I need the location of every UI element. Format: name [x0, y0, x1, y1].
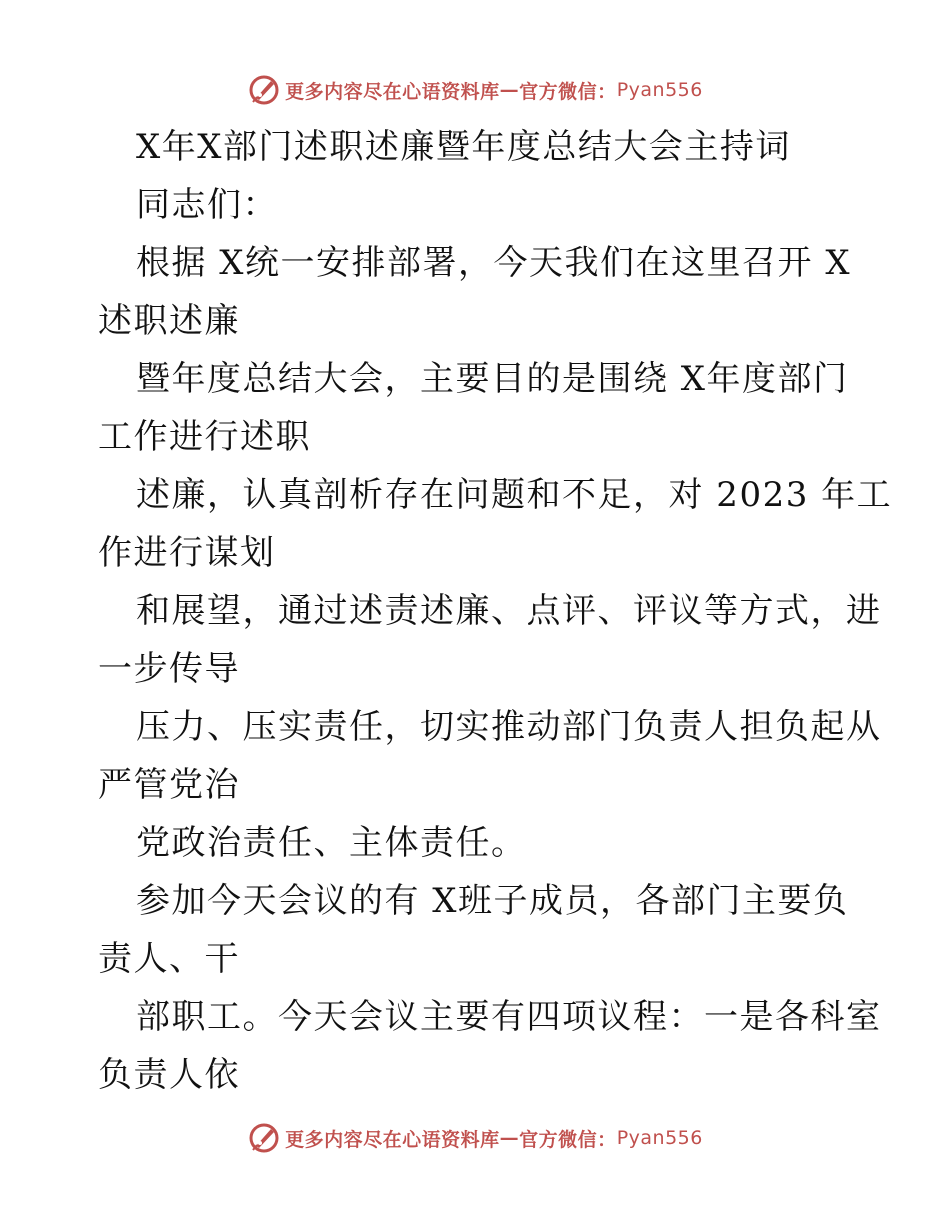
paragraph-line: 作进行谋划	[98, 533, 276, 573]
paragraph-line: 负责人依	[98, 1055, 240, 1095]
watermark-wechat-id: Pyan556	[616, 79, 703, 101]
quill-pen-logo-icon	[247, 1121, 281, 1155]
paragraph-line: 压力、压实责任，切实推动部门负责人担负起从	[136, 707, 882, 747]
watermark-separator: —	[499, 79, 520, 101]
paragraph-line: 严管党治	[98, 765, 240, 805]
paragraph-line: 责人、干	[98, 939, 240, 979]
watermark-separator: —	[499, 1127, 520, 1149]
watermark-footer	[0, 1118, 950, 1158]
watermark-contact-label: 官方微信：	[519, 80, 617, 103]
watermark-header	[0, 70, 950, 110]
paragraph-line: 和展望，通过述责述廉、点评、评议等方式，进	[136, 591, 882, 631]
paragraph-line: 工作进行述职	[98, 417, 311, 457]
paragraph-line: 述廉，认真剖析存在问题和不足，对 2023 年工	[136, 475, 893, 515]
paragraph-line: 同志们：	[136, 185, 278, 225]
paragraph-line: 根据 X统一安排部署，今天我们在这里召开 X	[136, 243, 852, 283]
paragraph-line: 一步传导	[98, 649, 240, 689]
paragraph-line: 述职述廉	[98, 301, 240, 341]
quill-pen-logo-icon	[247, 73, 281, 107]
paragraph-line: 暨年度总结大会，主要目的是围绕 X年度部门	[136, 359, 849, 399]
watermark-wechat-id: Pyan556	[616, 1127, 703, 1149]
watermark-main-text: 更多内容尽在心语资料库	[285, 1128, 500, 1151]
paragraph-line: 部职工。今天会议主要有四项议程：一是各科室	[136, 997, 882, 1037]
document-title: X年X部门述职述廉暨年度总结大会主持词	[136, 127, 791, 167]
watermark-contact-label: 官方微信：	[519, 1128, 617, 1151]
paragraph-line: 党政治责任、主体责任。	[136, 823, 527, 863]
paragraph-line: 参加今天会议的有 X班子成员，各部门主要负	[136, 881, 849, 921]
watermark-main-text: 更多内容尽在心语资料库	[285, 80, 500, 103]
